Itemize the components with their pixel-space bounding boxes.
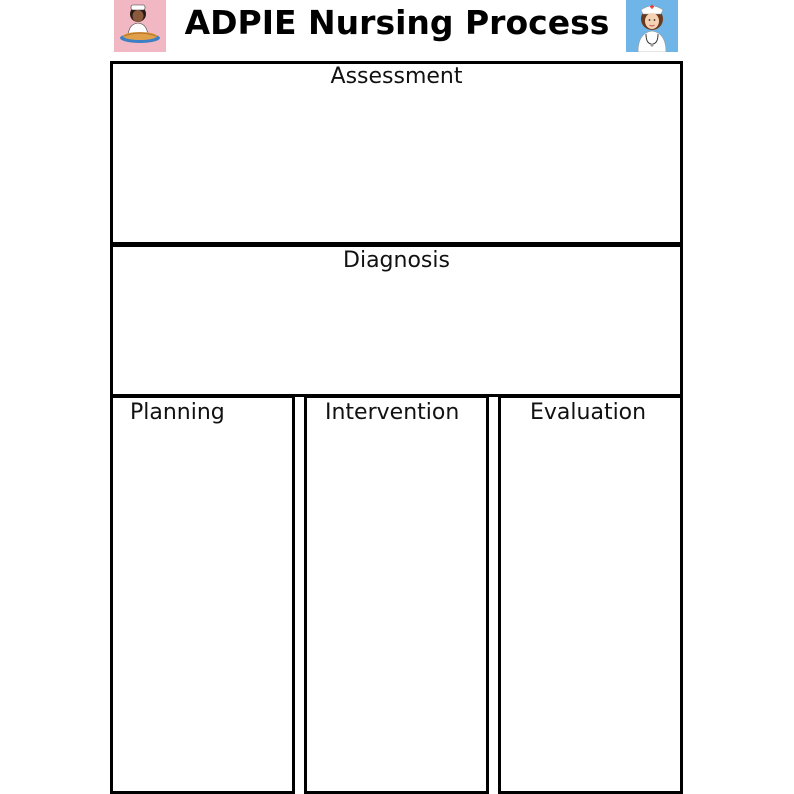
diagnosis-box[interactable] xyxy=(110,244,683,397)
planning-box[interactable] xyxy=(110,395,295,794)
assessment-label: Assessment xyxy=(330,64,463,89)
intervention-label: Intervention xyxy=(325,400,460,425)
assessment-box[interactable] xyxy=(110,61,683,245)
diagnosis-label: Diagnosis xyxy=(343,248,450,273)
nurse-portrait-icon xyxy=(626,0,678,52)
evaluation-label: Evaluation xyxy=(530,400,647,425)
nurse-with-pie-icon xyxy=(114,0,166,52)
intervention-box[interactable] xyxy=(304,395,489,794)
planning-label: Planning xyxy=(130,400,225,425)
page-title: ADPIE Nursing Process xyxy=(184,3,610,42)
evaluation-box[interactable] xyxy=(498,395,683,794)
